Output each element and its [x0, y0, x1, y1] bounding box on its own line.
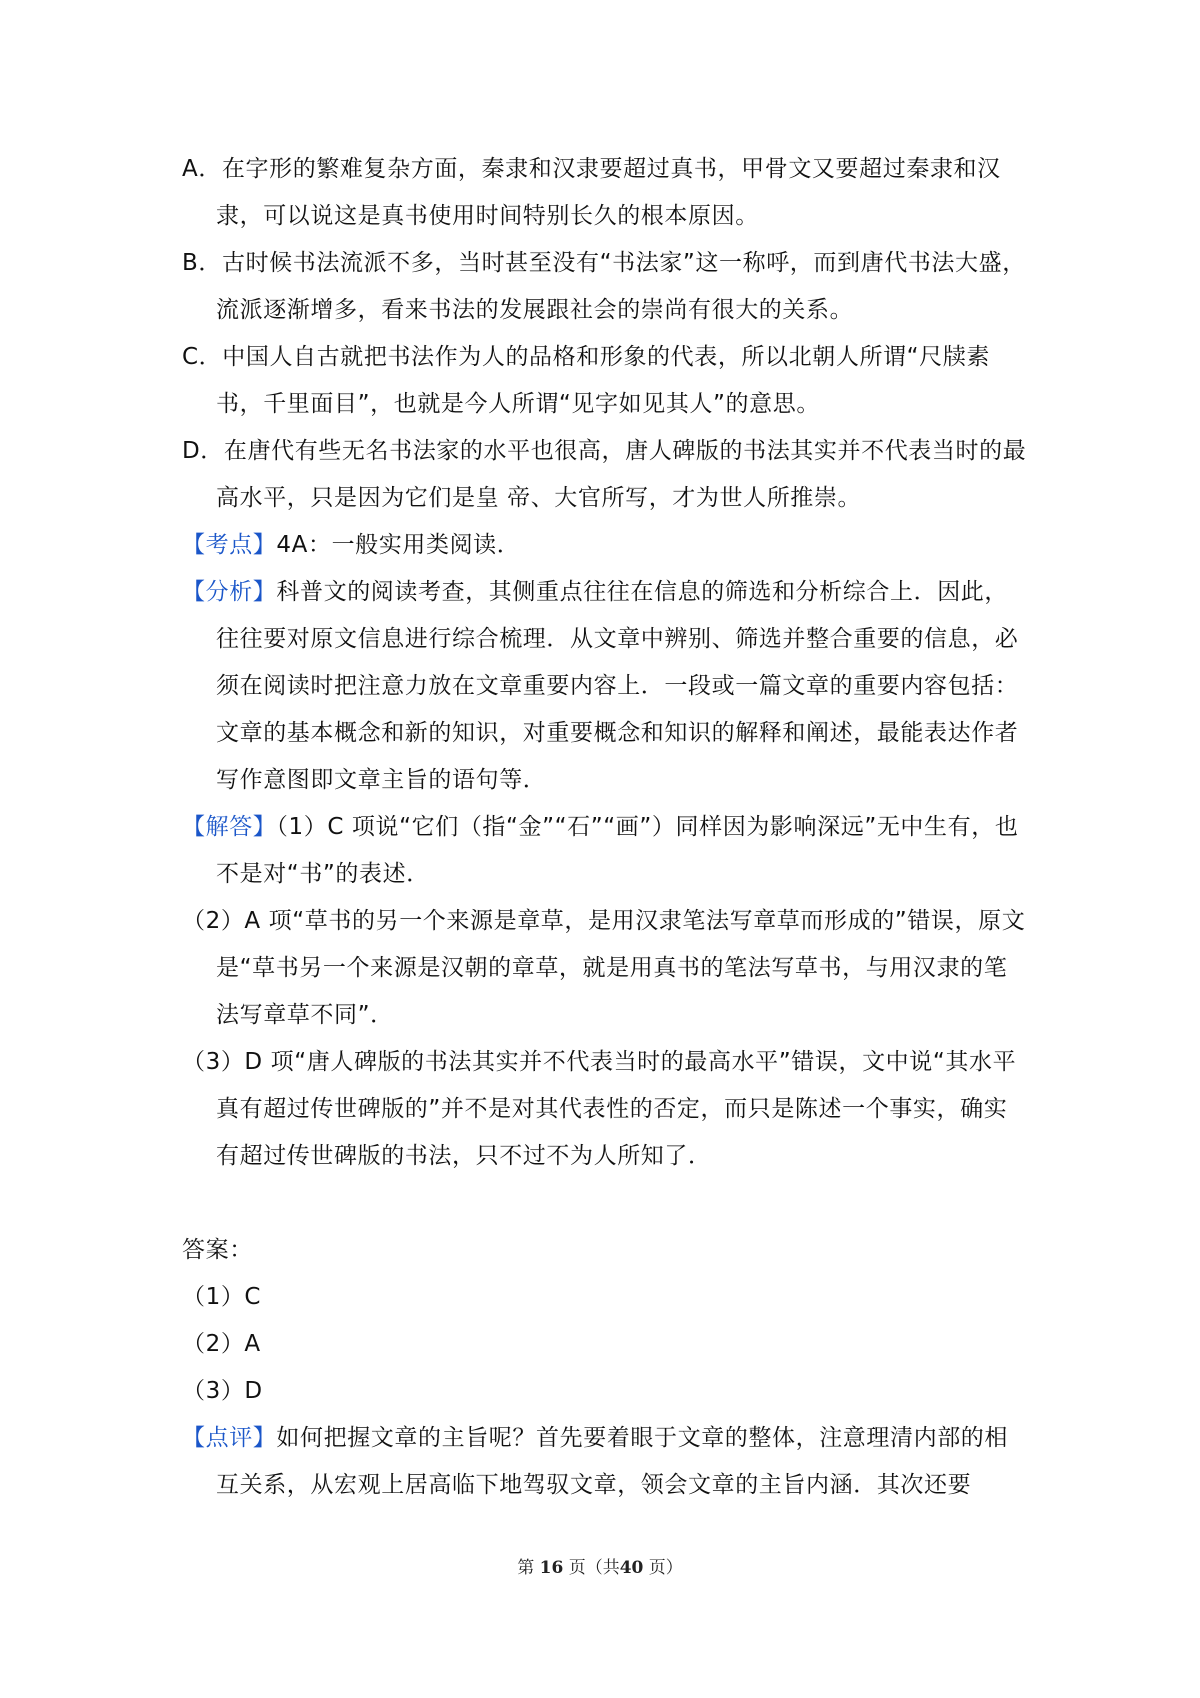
option-d: D．在唐代有些无名书法家的水平也很高，唐人碑版的书法其实并不代表当时的最高水平，只是因为它们是皇 帝、大官所写，才为世人所推崇。 — [182, 438, 1027, 511]
jieda-section — [182, 804, 1028, 898]
footer-total-pages: 40 — [619, 1558, 644, 1578]
fenxi-text: 科普文的阅读考查，其侧重点往往在信息的筛选和分析综合上．因此，往往要对原文信息进行综合梳理．从文章中辨别、筛选并整合重要的信息，必须在阅读时把注意力放在文章重要内容上．一段或一篇文章的重要内容包括：文章的基本概念和新的知识，对重要概念和知识的解释和阐述，最能表达作者写作意图即文章主旨的语句等． — [216, 579, 1019, 793]
kaodian-tag: 【考点】 — [182, 532, 277, 558]
jieda-item-3: （3）D 项“唐人碑版的书法其实并不代表当时的最高水平”错误，文中说“其水平真有超过传世碑版的”并不是对其代表性的否定，而只是陈述一个事实，确实有超过传世碑版的书法，只不过不为人所知了． — [182, 1049, 1017, 1169]
answer-item-2: （2）A — [182, 1331, 261, 1357]
answers-label: 答案： — [182, 1237, 253, 1263]
jieda-item-2: （2）A 项“草书的另一个来源是章草，是用汉隶笔法写章草而形成的”错误，原文是“草书另一个来源是汉朝的章草，就是用真书的笔法写草书，与用汉隶的笔法写章草不同”． — [182, 908, 1026, 1028]
fenxi-section — [182, 569, 1028, 804]
answer-item-3: （3）D — [182, 1378, 263, 1404]
option-c: C．中国人自古就把书法作为人的品格和形象的代表，所以北朝人所谓“尺牍素书，千里面目”，也就是今人所谓“见字如见其人”的意思。 — [182, 344, 990, 417]
kaodian-section — [182, 522, 1028, 569]
dianping-tag: 【点评】 — [182, 1425, 277, 1451]
fenxi-tag: 【分析】 — [182, 579, 277, 605]
kaodian-text: 4A：一般实用类阅读． — [276, 532, 521, 558]
page-content — [182, 146, 1028, 1509]
answer-item-1: （1）C — [182, 1284, 262, 1310]
footer-middle: 页（共 — [568, 1558, 620, 1578]
option-b: B．古时候书法流派不多，当时甚至没有“书法家”这一称呼，而到唐代书法大盛，流派逐渐增多，看来书法的发展跟社会的崇尚有很大的关系。 — [182, 250, 1026, 323]
section-gap — [182, 1180, 1028, 1227]
footer-page-number: 16 — [539, 1558, 564, 1578]
dianping-section — [182, 1415, 1028, 1509]
jieda-tag: 【解答】 — [182, 814, 277, 840]
footer-prefix: 第 — [517, 1558, 535, 1578]
footer-suffix: 页） — [648, 1558, 683, 1578]
jieda-item-1: （1）C 项说“它们（指“金”“石”“画”）同样因为影响深远”无中生有，也不是对“书”的表述． — [216, 814, 1019, 887]
page-footer — [0, 1553, 1200, 1578]
dianping-text: 如何把握文章的主旨呢？首先要着眼于文章的整体，注意理清内部的相互关系，从宏观上居高临下地驾驭文章，领会文章的主旨内涵．其次还要 — [216, 1425, 1009, 1498]
option-a: A．在字形的繁难复杂方面，秦隶和汉隶要超过真书，甲骨文又要超过秦隶和汉隶，可以说这是真书使用时间特别长久的根本原因。 — [182, 156, 1001, 229]
